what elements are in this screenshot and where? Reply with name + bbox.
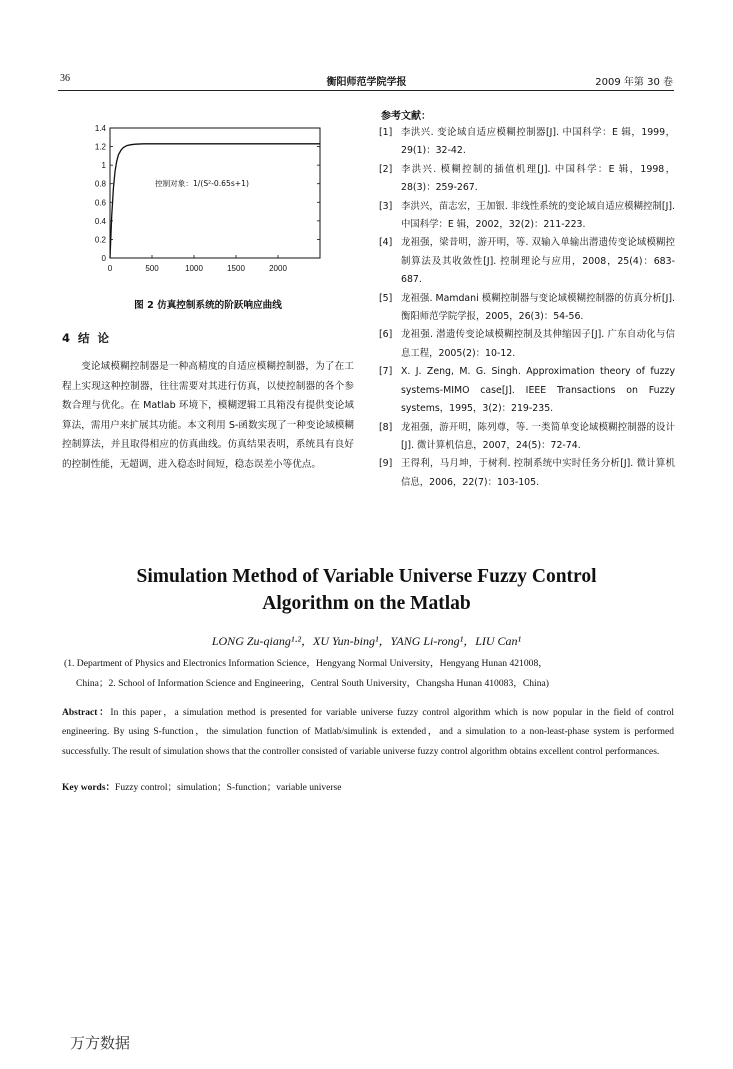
figure-caption: 图 2 仿真控制系统的阶跃响应曲线 (134, 300, 282, 311)
reference-number: [7] (379, 366, 393, 378)
y-tick-label: 0.2 (94, 235, 106, 245)
english-authors: LONG Zu-qiang¹·²，XU Yun-bing¹，YANG Li-rong¹，LIU Can¹ (211, 634, 522, 648)
conclusion-paragraph (62, 357, 354, 475)
keywords-text: Fuzzy control；simulation；S-function；variable universe (115, 783, 342, 793)
section-heading: 4 结 论 (62, 331, 110, 345)
reference-text: 龙祖强. Mamdani 模糊控制器与变论域模糊控制器的仿真分析[J]. 衡阳师范学院学报，2005，26(3)：54-56. (401, 292, 675, 323)
y-tick-label: 1 (101, 161, 106, 171)
reference-number: [1] (379, 127, 393, 138)
english-title-line1: Simulation Method of Variable Universe Fuzzy Control (136, 566, 597, 587)
abstract-label: Abstract： (62, 708, 111, 718)
y-tick-label: 1.2 (94, 142, 106, 152)
y-tick-label: 0 (101, 254, 106, 263)
english-keywords (62, 779, 674, 793)
reference-text: 王得利，马月坤，于树利. 控制系统中实时任务分析[J]. 微计算机信息，2006，22(7)：103-105. (401, 458, 675, 488)
references-heading: 参考文献： (381, 111, 431, 122)
english-affiliation-2: China；2. School of Information Science and Engineering，Central South University，Changsha Hunan 410083，China) (76, 678, 549, 689)
reference-text: 李洪兴. 模糊控制的插值机理[J]. 中国科学：E 辑，1998，28(3)：259-267. (401, 163, 675, 194)
y-tick-label: 0.4 (94, 216, 106, 226)
reference-item (379, 326, 675, 363)
english-abstract (62, 704, 674, 762)
header-rule (58, 90, 674, 91)
x-tick-label: 2000 (269, 264, 287, 273)
reference-number: [4] (379, 237, 393, 249)
step-response-chart (80, 118, 340, 290)
reference-item (379, 124, 675, 161)
y-tick-label: 1.4 (94, 124, 106, 133)
x-tick-label: 0 (107, 264, 113, 273)
reference-number: [8] (379, 421, 393, 433)
plot-frame (110, 128, 320, 258)
keywords-label: Key words： (62, 783, 116, 793)
y-tick-label: 0.6 (94, 198, 106, 208)
journal-name: 衡阳师范学院学报 (326, 77, 407, 88)
abstract-text: In this paper，a simulation method is presented for variable universe fuzzy control algorithm which is now popular in the field of control engineering. By using S-function，the simulation function of Matlab/simulink is extended，and a simulation to a non-least-phase system is performed successfully. The result of simulation shows that the controller consisted of variable universe fuzzy control algorithm obtains excellent control performances. (62, 708, 674, 757)
y-tick-label: 0.8 (94, 179, 106, 189)
reference-text: 李洪兴，苗志宏，王加银. 非线性系统的变论域自适应模糊控制[J]. 中国科学：E 辑，2002，32(2)：211-223. (401, 200, 675, 231)
reference-text: 龙祖强，梁昔明，游开明，等. 双输入单输出潜遗传变论域模糊控制算法及其收敛性[J]. 控制理论与应用，2008，25(4)：683-687. (401, 237, 675, 286)
x-tick-label: 500 (145, 264, 159, 273)
x-tick-label: 1500 (227, 264, 245, 273)
watermark-logo: 万方数据 (70, 1034, 131, 1052)
reference-number: [9] (379, 458, 393, 470)
reference-number: [6] (379, 329, 393, 341)
reference-number: [2] (379, 163, 393, 175)
chart-annotation: 控制对象：1/(S²-0.65s+1) (155, 179, 249, 188)
reference-item (379, 234, 675, 289)
reference-text: 龙祖强，游开明，陈列尊，等. 一类简单变论域模糊控制器的设计[J]. 微计算机信息，2007，24(5)：72-74. (401, 421, 675, 451)
issue-info: 2009 年第 30 卷 (595, 77, 673, 88)
reference-item (379, 455, 675, 492)
english-affiliation-1: (1. Department of Physics and Electronics Information Science，Hengyang Normal University，Hengyang Hunan 421008， (64, 658, 548, 669)
reference-list (379, 124, 675, 492)
reference-item (379, 419, 675, 456)
response-curve (110, 144, 320, 258)
reference-text: X. J. Zeng, M. G. Singh. Approximation theory of fuzzy systems-MIMO case[J]. IEEE Transactions on Fuzzy systems，1995，3(2)：219-235. (401, 366, 675, 415)
reference-text: 李洪兴. 变论域自适应模糊控制器[J]. 中国科学：E 辑，1999，29(1)：32-42. (401, 127, 675, 157)
reference-item (379, 161, 675, 198)
reference-item (379, 290, 675, 327)
reference-item (379, 198, 675, 235)
page-number: 36 (60, 73, 70, 84)
english-title-line2: Algorithm on the Matlab (262, 593, 471, 614)
reference-number: [3] (379, 200, 393, 212)
reference-text: 龙祖强. 潜遗传变论域模糊控制及其伸缩因子[J]. 广东自动化与信息工程，2005(2)：10-12. (401, 329, 675, 359)
conclusion-text: 变论域模糊控制器是一种高精度的自适应模糊控制器，为了在工程上实现这种控制器，往往需要对其进行仿真，以使控制器的各个参数合理与优化。在 Matlab 环境下，模糊逻辑工具箱没有提供变论域算法，需用户来扩展其功能。本文利用 S-函数实现了一种变论域模糊控制算法，并且取得相应的仿真曲线。仿真结果表明，系统具有良好的控制性能，无超调，进入稳态时间短，稳态误差小等优点。 (62, 361, 354, 470)
x-tick-label: 1000 (185, 264, 203, 273)
reference-item (379, 363, 675, 418)
reference-number: [5] (379, 292, 393, 304)
